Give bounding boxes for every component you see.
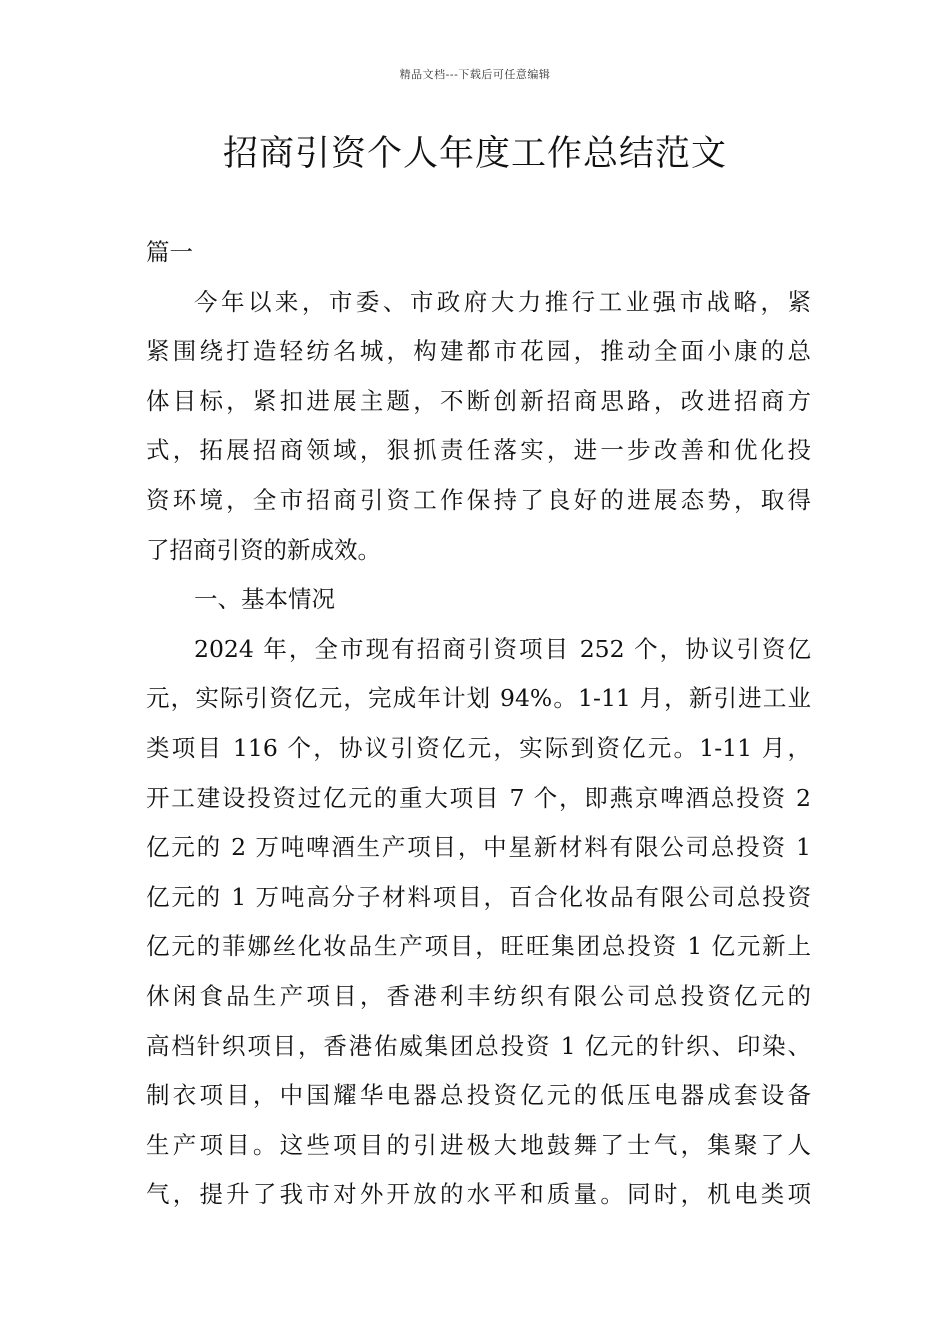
text-line: 体目标，紧扣进展主题，不断创新招商思路，改进招商方 (146, 386, 811, 415)
text-line: 生产项目。这些项目的引进极大地鼓舞了士气，集聚了人 (146, 1130, 811, 1159)
text-line: 类项目 116 个，协议引资亿元，实际到资亿元。1-11 月， (146, 733, 811, 762)
text-line: 了招商引资的新成效。 (146, 535, 381, 564)
text-line: 2024 年，全市现有招商引资项目 252 个，协议引资亿 (194, 634, 811, 663)
text-line: 资环境，全市招商引资工作保持了良好的进展态势，取得 (146, 485, 811, 514)
text-line: 气，提升了我市对外开放的水平和质量。同时，机电类项 (146, 1180, 811, 1209)
document-title: 招商引资个人年度工作总结范文 (222, 134, 727, 174)
text-line: 篇一 (146, 238, 193, 266)
text-line: 一、基本情况 (194, 585, 335, 614)
text-line: 式，拓展招商领域，狠抓责任落实，进一步改善和优化投 (146, 436, 811, 465)
text-line: 休闲食品生产项目，香港利丰纺织有限公司总投资亿元的 (146, 981, 811, 1010)
text-line: 高档针织项目，香港佑威集团总投资 1 亿元的针织、印染、 (146, 1031, 811, 1060)
text-line: 今年以来，市委、市政府大力推行工业强市战略，紧 (194, 287, 811, 316)
text-line: 亿元的菲娜丝化妆品生产项目，旺旺集团总投资 1 亿元新上 (146, 932, 811, 961)
text-line: 亿元的 1 万吨高分子材料项目，百合化妆品有限公司总投资 (146, 882, 811, 911)
document-body (146, 228, 811, 1220)
page-header-note: 精品文档---下载后可任意编辑 (399, 68, 551, 81)
text-line: 开工建设投资过亿元的重大项目 7 个，即燕京啤酒总投资 2 (146, 783, 811, 812)
text-line: 制衣项目，中国耀华电器总投资亿元的低压电器成套设备 (146, 1081, 811, 1110)
text-line: 紧围绕打造轻纺名城，构建都市花园，推动全面小康的总 (146, 337, 811, 366)
text-line: 元，实际引资亿元，完成年计划 94%。1-11 月，新引进工业 (146, 684, 811, 713)
text-line: 亿元的 2 万吨啤酒生产项目，中星新材料有限公司总投资 1 (146, 833, 811, 862)
